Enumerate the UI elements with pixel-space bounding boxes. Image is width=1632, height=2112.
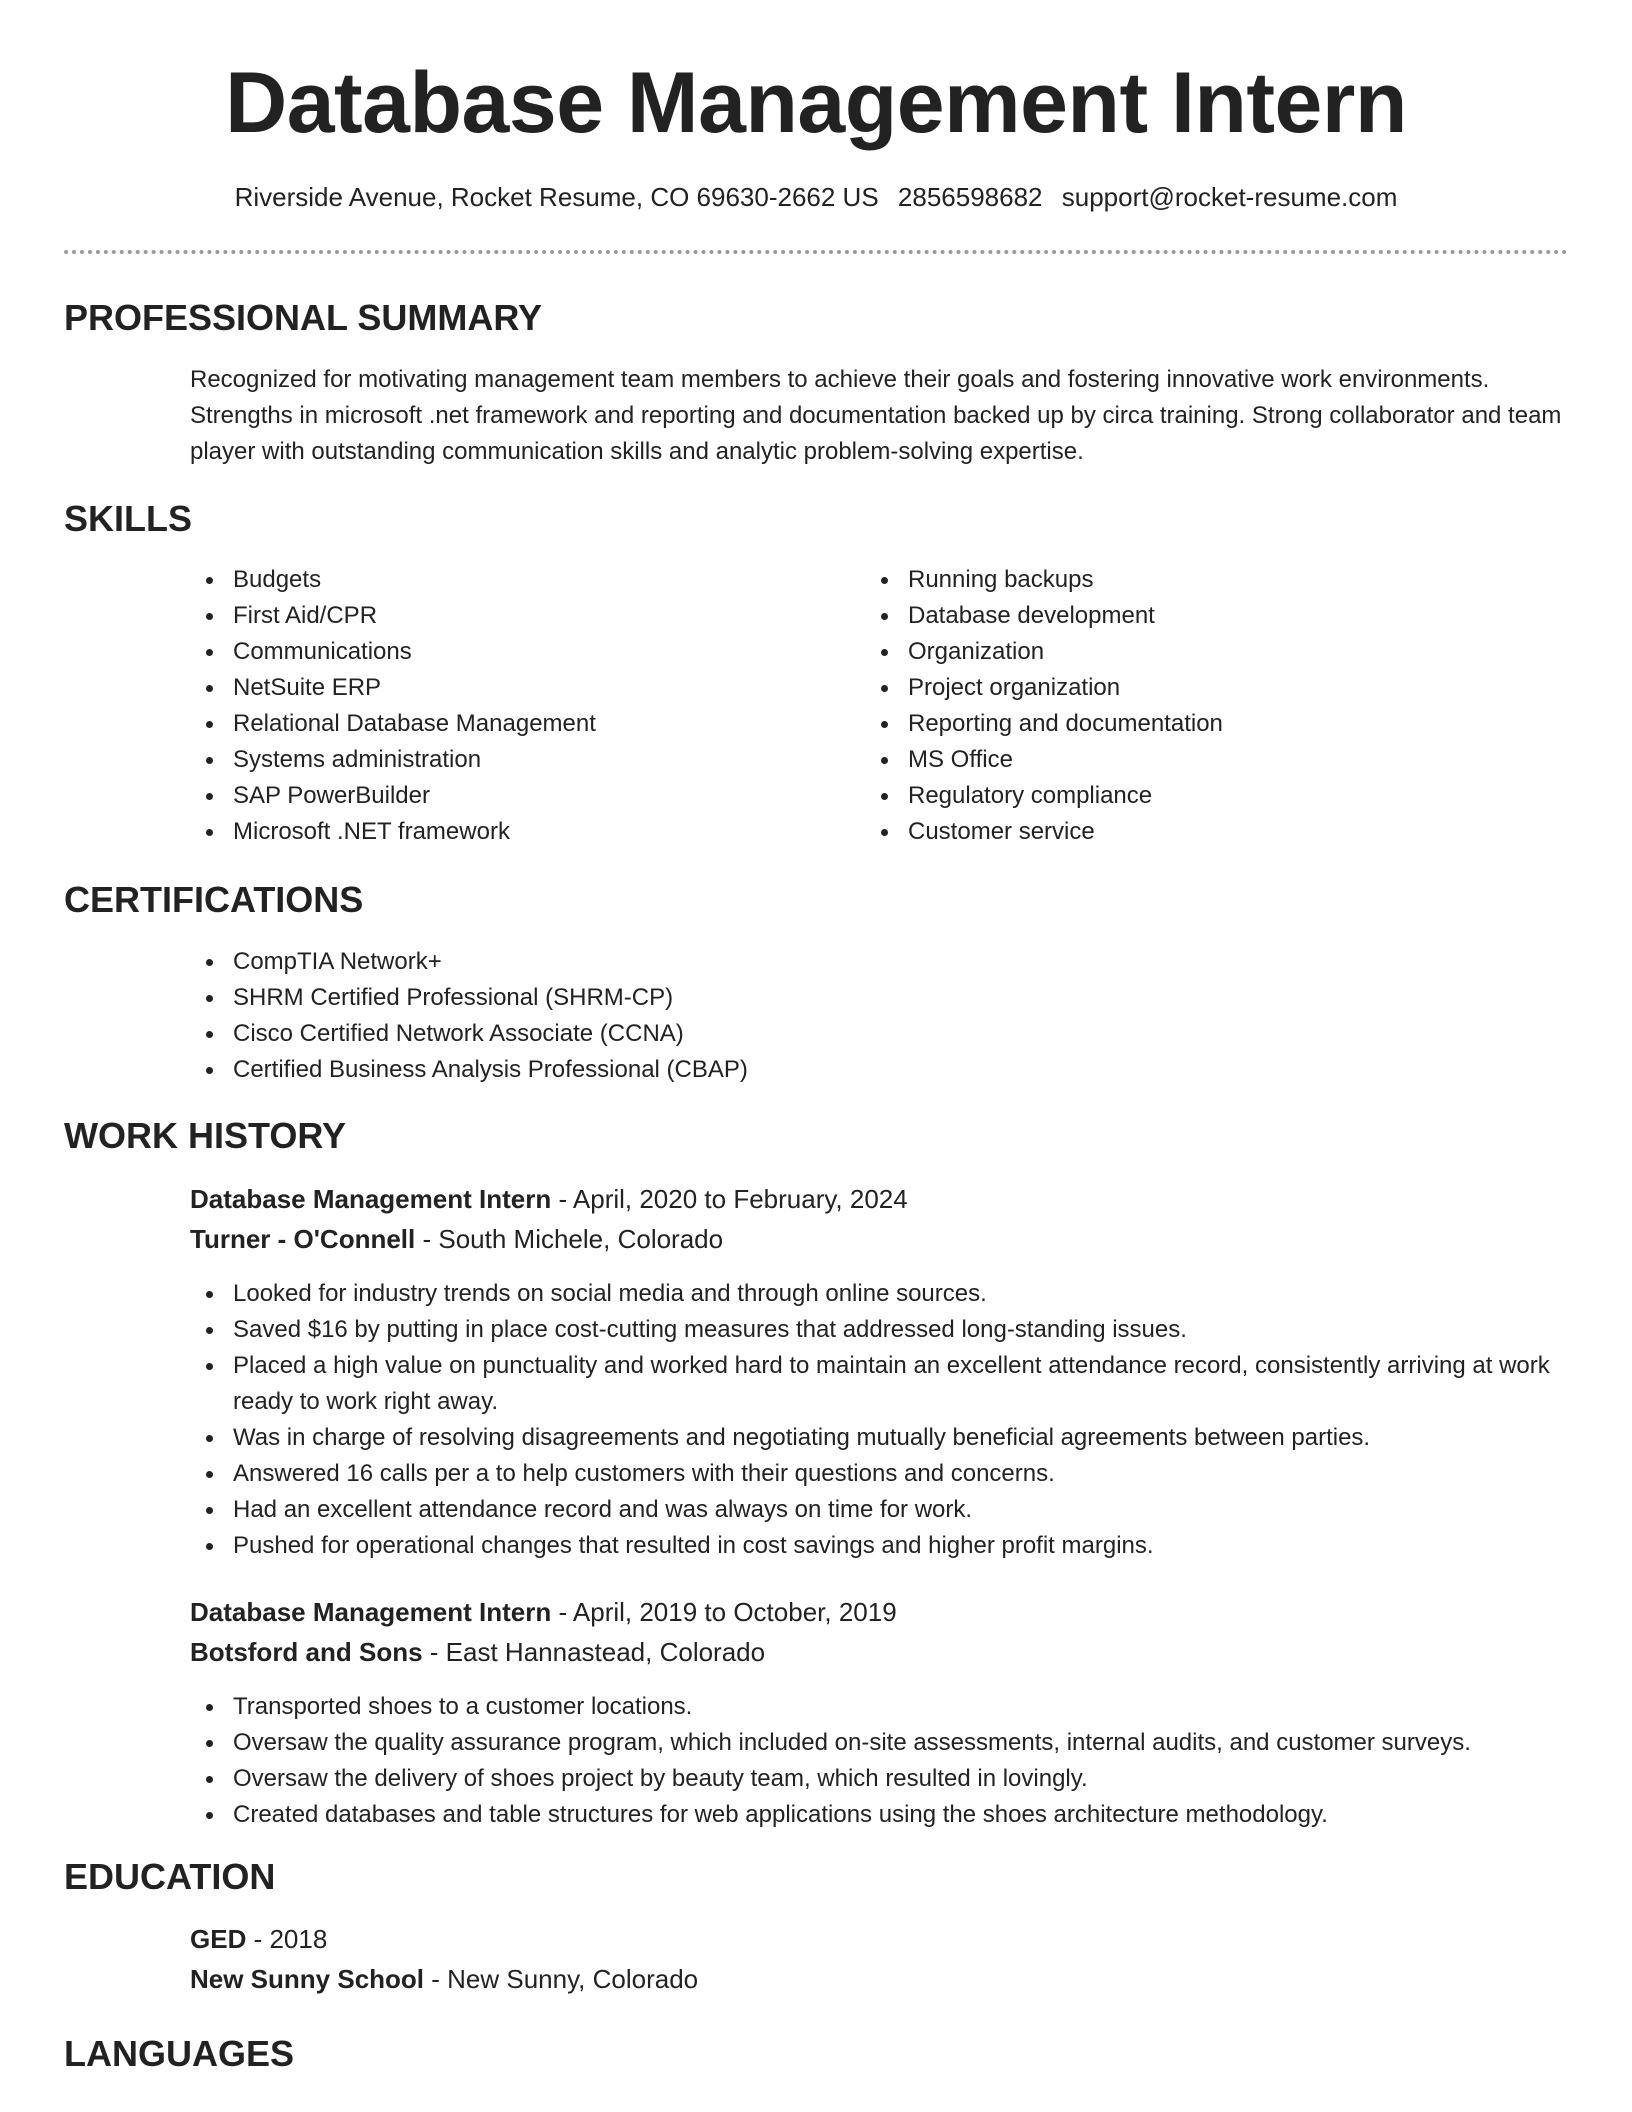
job-dates: - April, 2019 to October, 2019 [551,1597,897,1627]
list-item: Systems administration [190,742,830,778]
job-company-line [190,1634,765,1670]
list-item: Oversaw the quality assurance program, which included on-site assessments, internal audits, and customer surveys. [190,1725,1570,1761]
education-school: New Sunny School [190,1964,425,1994]
skills-heading: SKILLS [64,498,193,539]
list-item: Running backups [865,562,1505,598]
contact-address: Riverside Avenue, Rocket Resume, CO 69630-2662 US [234,182,879,212]
contact-line [0,182,1632,213]
job-bullets [190,1276,1570,1564]
education-degree-line [190,1921,327,1957]
list-item: Cisco Certified Network Associate (CCNA) [190,1016,1570,1052]
list-item: CompTIA Network+ [190,944,1570,980]
list-item: Budgets [190,562,830,598]
candidate-name: Database Management Intern [225,55,1407,151]
skills-list-left [190,562,830,850]
list-item: Certified Business Analysis Professional (CBAP) [190,1052,1570,1088]
list-item: Database development [865,598,1505,634]
education-degree: GED [190,1924,247,1954]
list-item: MS Office [865,742,1505,778]
list-item: Project organization [865,670,1505,706]
job-dates: - April, 2020 to February, 2024 [551,1184,908,1214]
education-location: - New Sunny, Colorado [424,1964,699,1994]
education-heading: EDUCATION [64,1856,276,1897]
list-item: Was in charge of resolving disagreements and negotiating mutually beneficial agreements between parties. [190,1420,1570,1456]
job-title-line [190,1594,897,1630]
work-history-heading: WORK HISTORY [64,1115,347,1156]
list-item: SHRM Certified Professional (SHRM-CP) [190,980,1570,1016]
list-item: Created databases and table structures for web applications using the shoes architecture methodology. [190,1797,1570,1833]
languages-heading: LANGUAGES [64,2033,295,2074]
job-title-line [190,1181,908,1217]
contact-phone: 2856598682 [897,182,1043,212]
contact-email: support@rocket-resume.com [1061,182,1398,212]
job-location: - East Hannastead, Colorado [422,1637,766,1667]
list-item: First Aid/CPR [190,598,830,634]
list-item: Answered 16 calls per a to help customers with their questions and concerns. [190,1456,1570,1492]
list-item: Looked for industry trends on social media and through online sources. [190,1276,1570,1312]
list-item: Saved $16 by putting in place cost-cutting measures that addressed long-standing issues. [190,1312,1570,1348]
list-item: Regulatory compliance [865,778,1505,814]
list-item: Organization [865,634,1505,670]
list-item: NetSuite ERP [190,670,830,706]
header-divider [64,250,1568,254]
list-item: Transported shoes to a customer locations. [190,1689,1570,1725]
list-item: Reporting and documentation [865,706,1505,742]
list-item: Placed a high value on punctuality and worked hard to maintain an excellent attendance record, consistently arriving at work ready to work right away. [190,1348,1570,1420]
list-item: Microsoft .NET framework [190,814,830,850]
education-year: - 2018 [246,1924,328,1954]
summary-heading: PROFESSIONAL SUMMARY [64,297,543,338]
list-item: Had an excellent attendance record and was always on time for work. [190,1492,1570,1528]
job-bullets [190,1689,1570,1833]
certifications-list [190,944,1570,1088]
job-role: Database Management Intern [190,1184,552,1214]
job-company: Botsford and Sons [190,1637,423,1667]
skills-list-right [865,562,1505,850]
education-school-line [190,1961,698,1997]
job-role: Database Management Intern [190,1597,552,1627]
certifications-heading: CERTIFICATIONS [64,879,364,920]
job-location: - South Michele, Colorado [415,1224,724,1254]
list-item: Customer service [865,814,1505,850]
list-item: Pushed for operational changes that resulted in cost savings and higher profit margins. [190,1528,1570,1564]
list-item: Oversaw the delivery of shoes project by beauty team, which resulted in lovingly. [190,1761,1570,1797]
list-item: Communications [190,634,830,670]
job-company: Turner - O'Connell [190,1224,416,1254]
list-item: Relational Database Management [190,706,830,742]
list-item: SAP PowerBuilder [190,778,830,814]
job-company-line [190,1221,723,1257]
summary-text: Recognized for motivating management team members to achieve their goals and fostering innovative work environments. Strengths in microsoft .net framework and reporting and documentation backed up by circa training. Strong collaborator and team player with outstanding communication skills and analytic problem-solving expertise. [190,366,1562,465]
